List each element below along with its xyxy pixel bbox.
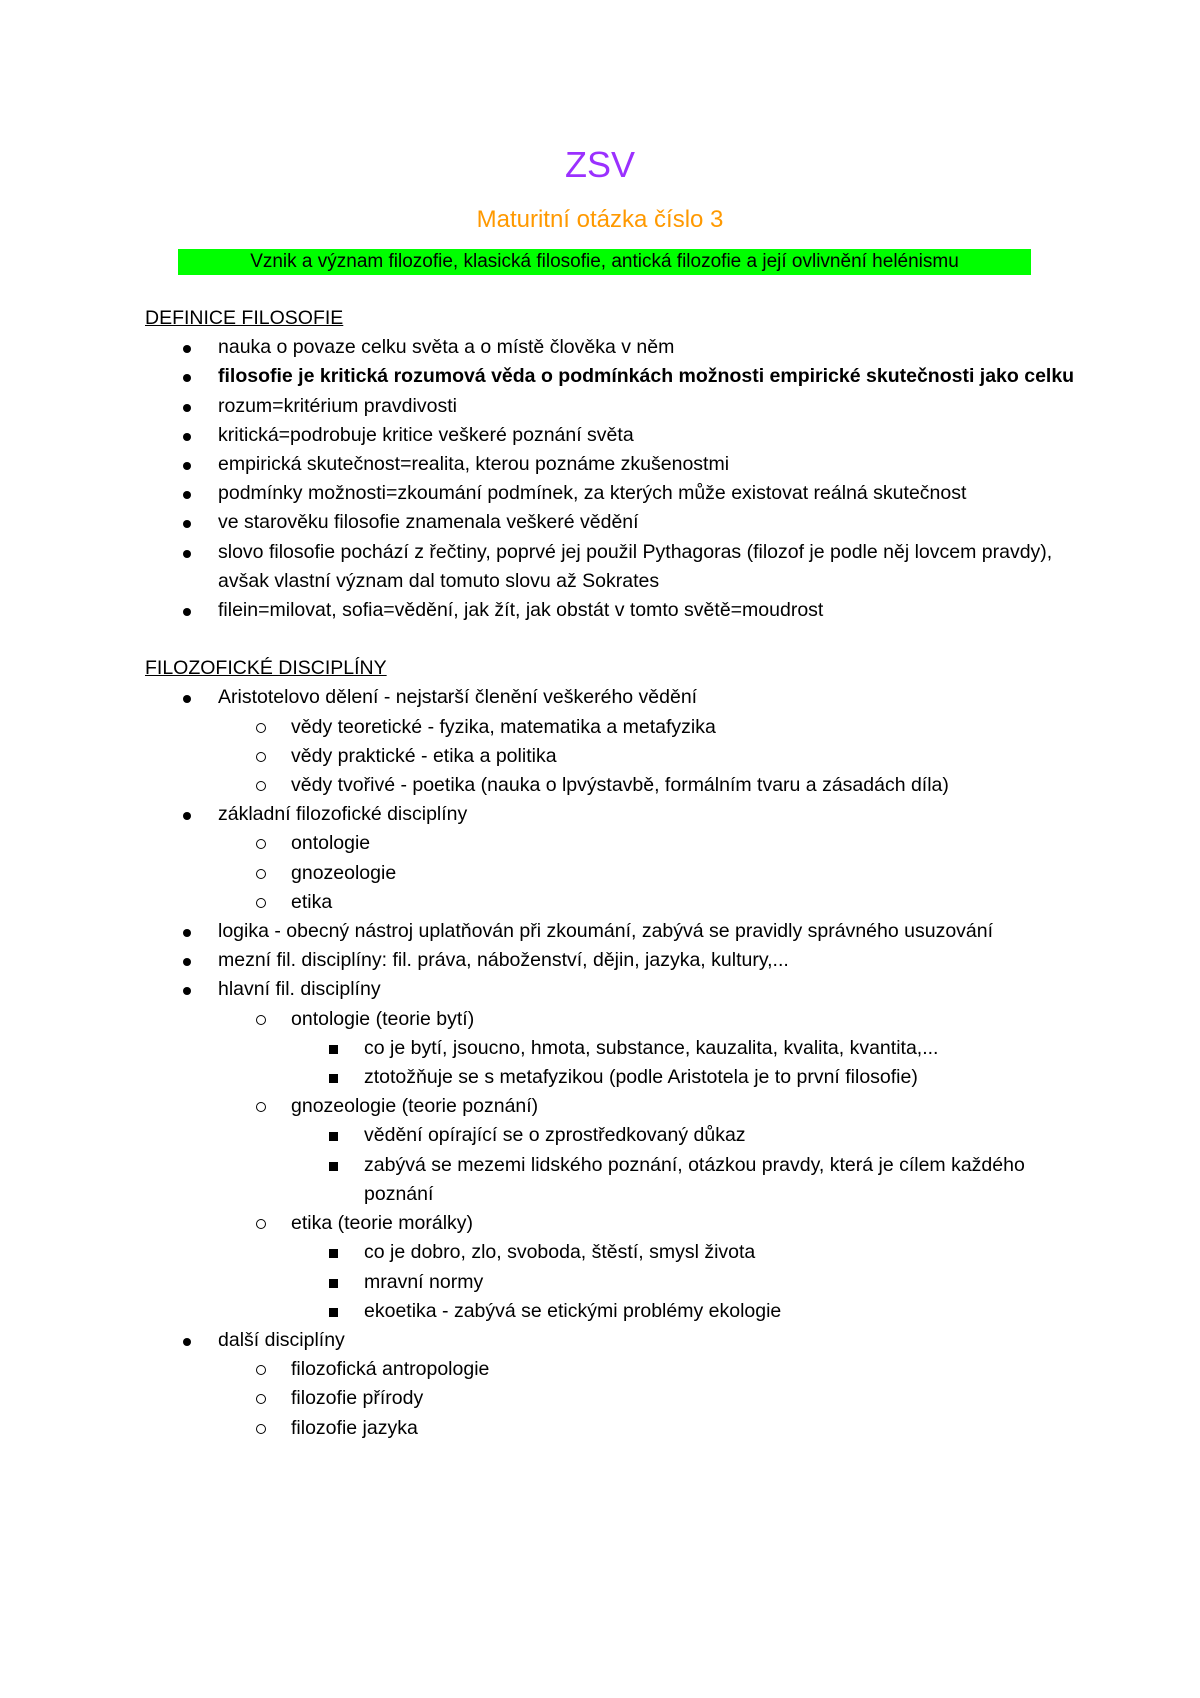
list-item-text: etika bbox=[291, 890, 333, 913]
filled-square-bullet-icon bbox=[329, 1151, 338, 1180]
list-item-text: kritická=podrobuje kritice veškeré poznání světa bbox=[218, 423, 634, 446]
section-spacer bbox=[145, 625, 1075, 654]
list-item-text: filosofie je kritická rozumová věda o podmínkách možnosti empirické skutečnosti jako celku bbox=[218, 365, 1075, 388]
list-item bbox=[145, 596, 1075, 625]
hollow-circle-bullet-icon bbox=[256, 829, 266, 858]
bullet-list-level-3 bbox=[291, 1034, 1075, 1092]
topic-text: Vznik a význam filozofie, klasická filosofie, antická filozofie a její ovlivnění helénismu bbox=[250, 251, 959, 272]
list-item-text: ontologie (teorie bytí) bbox=[291, 1007, 475, 1030]
filled-circle-bullet-icon bbox=[183, 1326, 191, 1355]
list-item bbox=[145, 683, 1075, 800]
list-item-text: další disciplíny bbox=[218, 1328, 345, 1351]
list-item bbox=[145, 450, 1075, 479]
bullet-list-level-1 bbox=[145, 683, 1075, 1442]
document-subtitle: Maturitní otázka číslo 3 bbox=[476, 206, 724, 233]
bullet-list-level-2 bbox=[218, 1355, 1075, 1443]
section-heading: FILOZOFICKÉ DISCIPLÍNY bbox=[145, 657, 387, 680]
document-title: ZSV bbox=[564, 144, 635, 185]
filled-square-bullet-icon bbox=[329, 1034, 338, 1063]
list-item bbox=[145, 975, 1075, 1325]
filled-circle-bullet-icon bbox=[183, 479, 191, 508]
list-item-text: Aristotelovo dělení - nejstarší členění veškerého vědění bbox=[218, 686, 698, 709]
list-item-text: slovo filosofie pochází z řečtiny, poprvé jej použil Pythagoras (filozof je podle něj lovcem pravdy), avšak vlastní význam dal tomuto slovu až Sokrates bbox=[218, 540, 1053, 592]
filled-circle-bullet-icon bbox=[183, 421, 191, 450]
filled-square-bullet-icon bbox=[329, 1063, 338, 1092]
list-item bbox=[145, 1326, 1075, 1443]
list-item-text: empirická skutečnost=realita, kterou poznáme zkušenostmi bbox=[218, 453, 730, 476]
list-item bbox=[218, 1384, 1075, 1413]
list-item-text: hlavní fil. disciplíny bbox=[218, 978, 381, 1001]
list-item-text: mravní normy bbox=[364, 1270, 484, 1293]
filled-circle-bullet-icon bbox=[183, 917, 191, 946]
document-content bbox=[145, 304, 1075, 1443]
list-item-text: podmínky možnosti=zkoumání podmínek, za kterých může existovat reálná skutečnost bbox=[218, 482, 967, 505]
hollow-circle-bullet-icon bbox=[256, 771, 266, 800]
filled-square-bullet-icon bbox=[329, 1121, 338, 1150]
list-item-text: vědy teoretické - fyzika, matematika a metafyzika bbox=[291, 715, 716, 738]
list-item bbox=[145, 946, 1075, 975]
filled-square-bullet-icon bbox=[329, 1268, 338, 1297]
list-item-text: filein=milovat, sofia=vědění, jak žít, jak obstát v tomto světě=moudrost bbox=[218, 599, 824, 622]
list-item bbox=[218, 1355, 1075, 1384]
list-item-text: vědy praktické - etika a politika bbox=[291, 744, 557, 767]
list-item bbox=[145, 538, 1075, 596]
list-item bbox=[145, 333, 1075, 362]
bullet-list-level-2 bbox=[218, 713, 1075, 801]
list-item bbox=[145, 421, 1075, 450]
list-item bbox=[291, 1121, 1075, 1150]
bullet-list-level-2 bbox=[218, 1005, 1075, 1326]
bullet-list-level-1 bbox=[145, 333, 1075, 625]
list-item bbox=[145, 800, 1075, 917]
hollow-circle-bullet-icon bbox=[256, 713, 266, 742]
filled-circle-bullet-icon bbox=[183, 450, 191, 479]
list-item bbox=[291, 1034, 1075, 1063]
filled-square-bullet-icon bbox=[329, 1297, 338, 1326]
list-item bbox=[218, 742, 1075, 771]
filled-square-bullet-icon bbox=[329, 1238, 338, 1267]
list-item bbox=[145, 392, 1075, 421]
filled-circle-bullet-icon bbox=[183, 800, 191, 829]
list-item bbox=[145, 508, 1075, 537]
list-item bbox=[145, 479, 1075, 508]
list-item-text: vědy tvořivé - poetika (nauka o lpvýstavbě, formálním tvaru a zásadách díla) bbox=[291, 774, 949, 797]
list-item-text: etika (teorie morálky) bbox=[291, 1212, 474, 1235]
list-item bbox=[218, 713, 1075, 742]
filled-circle-bullet-icon bbox=[183, 596, 191, 625]
filled-circle-bullet-icon bbox=[183, 538, 191, 567]
bullet-list-level-2 bbox=[218, 829, 1075, 917]
filled-circle-bullet-icon bbox=[183, 392, 191, 421]
list-item-text: rozum=kritérium pravdivosti bbox=[218, 394, 457, 417]
list-item-text: nauka o povaze celku světa a o místě člověka v něm bbox=[218, 336, 675, 359]
list-item bbox=[291, 1268, 1075, 1297]
hollow-circle-bullet-icon bbox=[256, 1355, 266, 1384]
hollow-circle-bullet-icon bbox=[256, 1414, 266, 1443]
list-item-text: logika - obecný nástroj uplatňován při zkoumání, zabývá se pravidly správného usuzování bbox=[218, 920, 994, 943]
list-item bbox=[291, 1238, 1075, 1267]
hollow-circle-bullet-icon bbox=[256, 888, 266, 917]
list-item bbox=[218, 1005, 1075, 1093]
list-item-text: filozofie přírody bbox=[291, 1387, 424, 1410]
list-item-text: základní filozofické disciplíny bbox=[218, 803, 468, 826]
list-item bbox=[218, 859, 1075, 888]
list-item-text: ontologie bbox=[291, 832, 371, 855]
filled-circle-bullet-icon bbox=[183, 333, 191, 362]
hollow-circle-bullet-icon bbox=[256, 742, 266, 771]
filled-circle-bullet-icon bbox=[183, 975, 191, 1004]
list-item-text: filozofická antropologie bbox=[291, 1358, 490, 1381]
list-item bbox=[218, 1092, 1075, 1209]
topic-highlight bbox=[178, 249, 1031, 275]
hollow-circle-bullet-icon bbox=[256, 859, 266, 888]
list-item bbox=[145, 917, 1075, 946]
list-item bbox=[291, 1297, 1075, 1326]
list-item bbox=[145, 362, 1075, 391]
list-item-text: gnozeologie (teorie poznání) bbox=[291, 1095, 539, 1118]
bullet-list-level-3 bbox=[291, 1121, 1075, 1209]
list-item-text: ve starověku filosofie znamenala veškeré vědění bbox=[218, 511, 639, 534]
filled-circle-bullet-icon bbox=[183, 508, 191, 537]
filled-circle-bullet-icon bbox=[183, 946, 191, 975]
bullet-list-level-3 bbox=[291, 1238, 1075, 1326]
list-item-text: co je bytí, jsoucno, hmota, substance, kauzalita, kvalita, kvantita,... bbox=[364, 1036, 939, 1059]
list-item-text: filozofie jazyka bbox=[291, 1416, 418, 1439]
list-item bbox=[218, 888, 1075, 917]
filled-circle-bullet-icon bbox=[183, 683, 191, 712]
filled-circle-bullet-icon bbox=[183, 362, 191, 391]
list-item-text: co je dobro, zlo, svoboda, štěstí, smysl života bbox=[364, 1241, 756, 1264]
hollow-circle-bullet-icon bbox=[256, 1209, 266, 1238]
list-item-text: vědění opírající se o zprostředkovaný důkaz bbox=[364, 1124, 746, 1147]
list-item-text: ekoetika - zabývá se etickými problémy ekologie bbox=[364, 1299, 782, 1322]
list-item bbox=[291, 1063, 1075, 1092]
section-heading: DEFINICE FILOSOFIE bbox=[145, 307, 344, 329]
list-item bbox=[218, 1414, 1075, 1443]
hollow-circle-bullet-icon bbox=[256, 1092, 266, 1121]
list-item bbox=[218, 829, 1075, 858]
hollow-circle-bullet-icon bbox=[256, 1005, 266, 1034]
hollow-circle-bullet-icon bbox=[256, 1384, 266, 1413]
list-item-text: gnozeologie bbox=[291, 861, 397, 884]
list-item bbox=[218, 771, 1075, 800]
list-item-text: mezní fil. disciplíny: fil. práva, náboženství, dějin, jazyka, kultury,... bbox=[218, 949, 789, 972]
list-item-text: ztotožňuje se s metafyzikou (podle Aristotela je to první filosofie) bbox=[364, 1066, 918, 1089]
list-item-text: zabývá se mezemi lidského poznání, otázkou pravdy, která je cílem každého poznání bbox=[364, 1153, 1025, 1205]
list-item bbox=[218, 1209, 1075, 1326]
list-item bbox=[291, 1151, 1075, 1209]
